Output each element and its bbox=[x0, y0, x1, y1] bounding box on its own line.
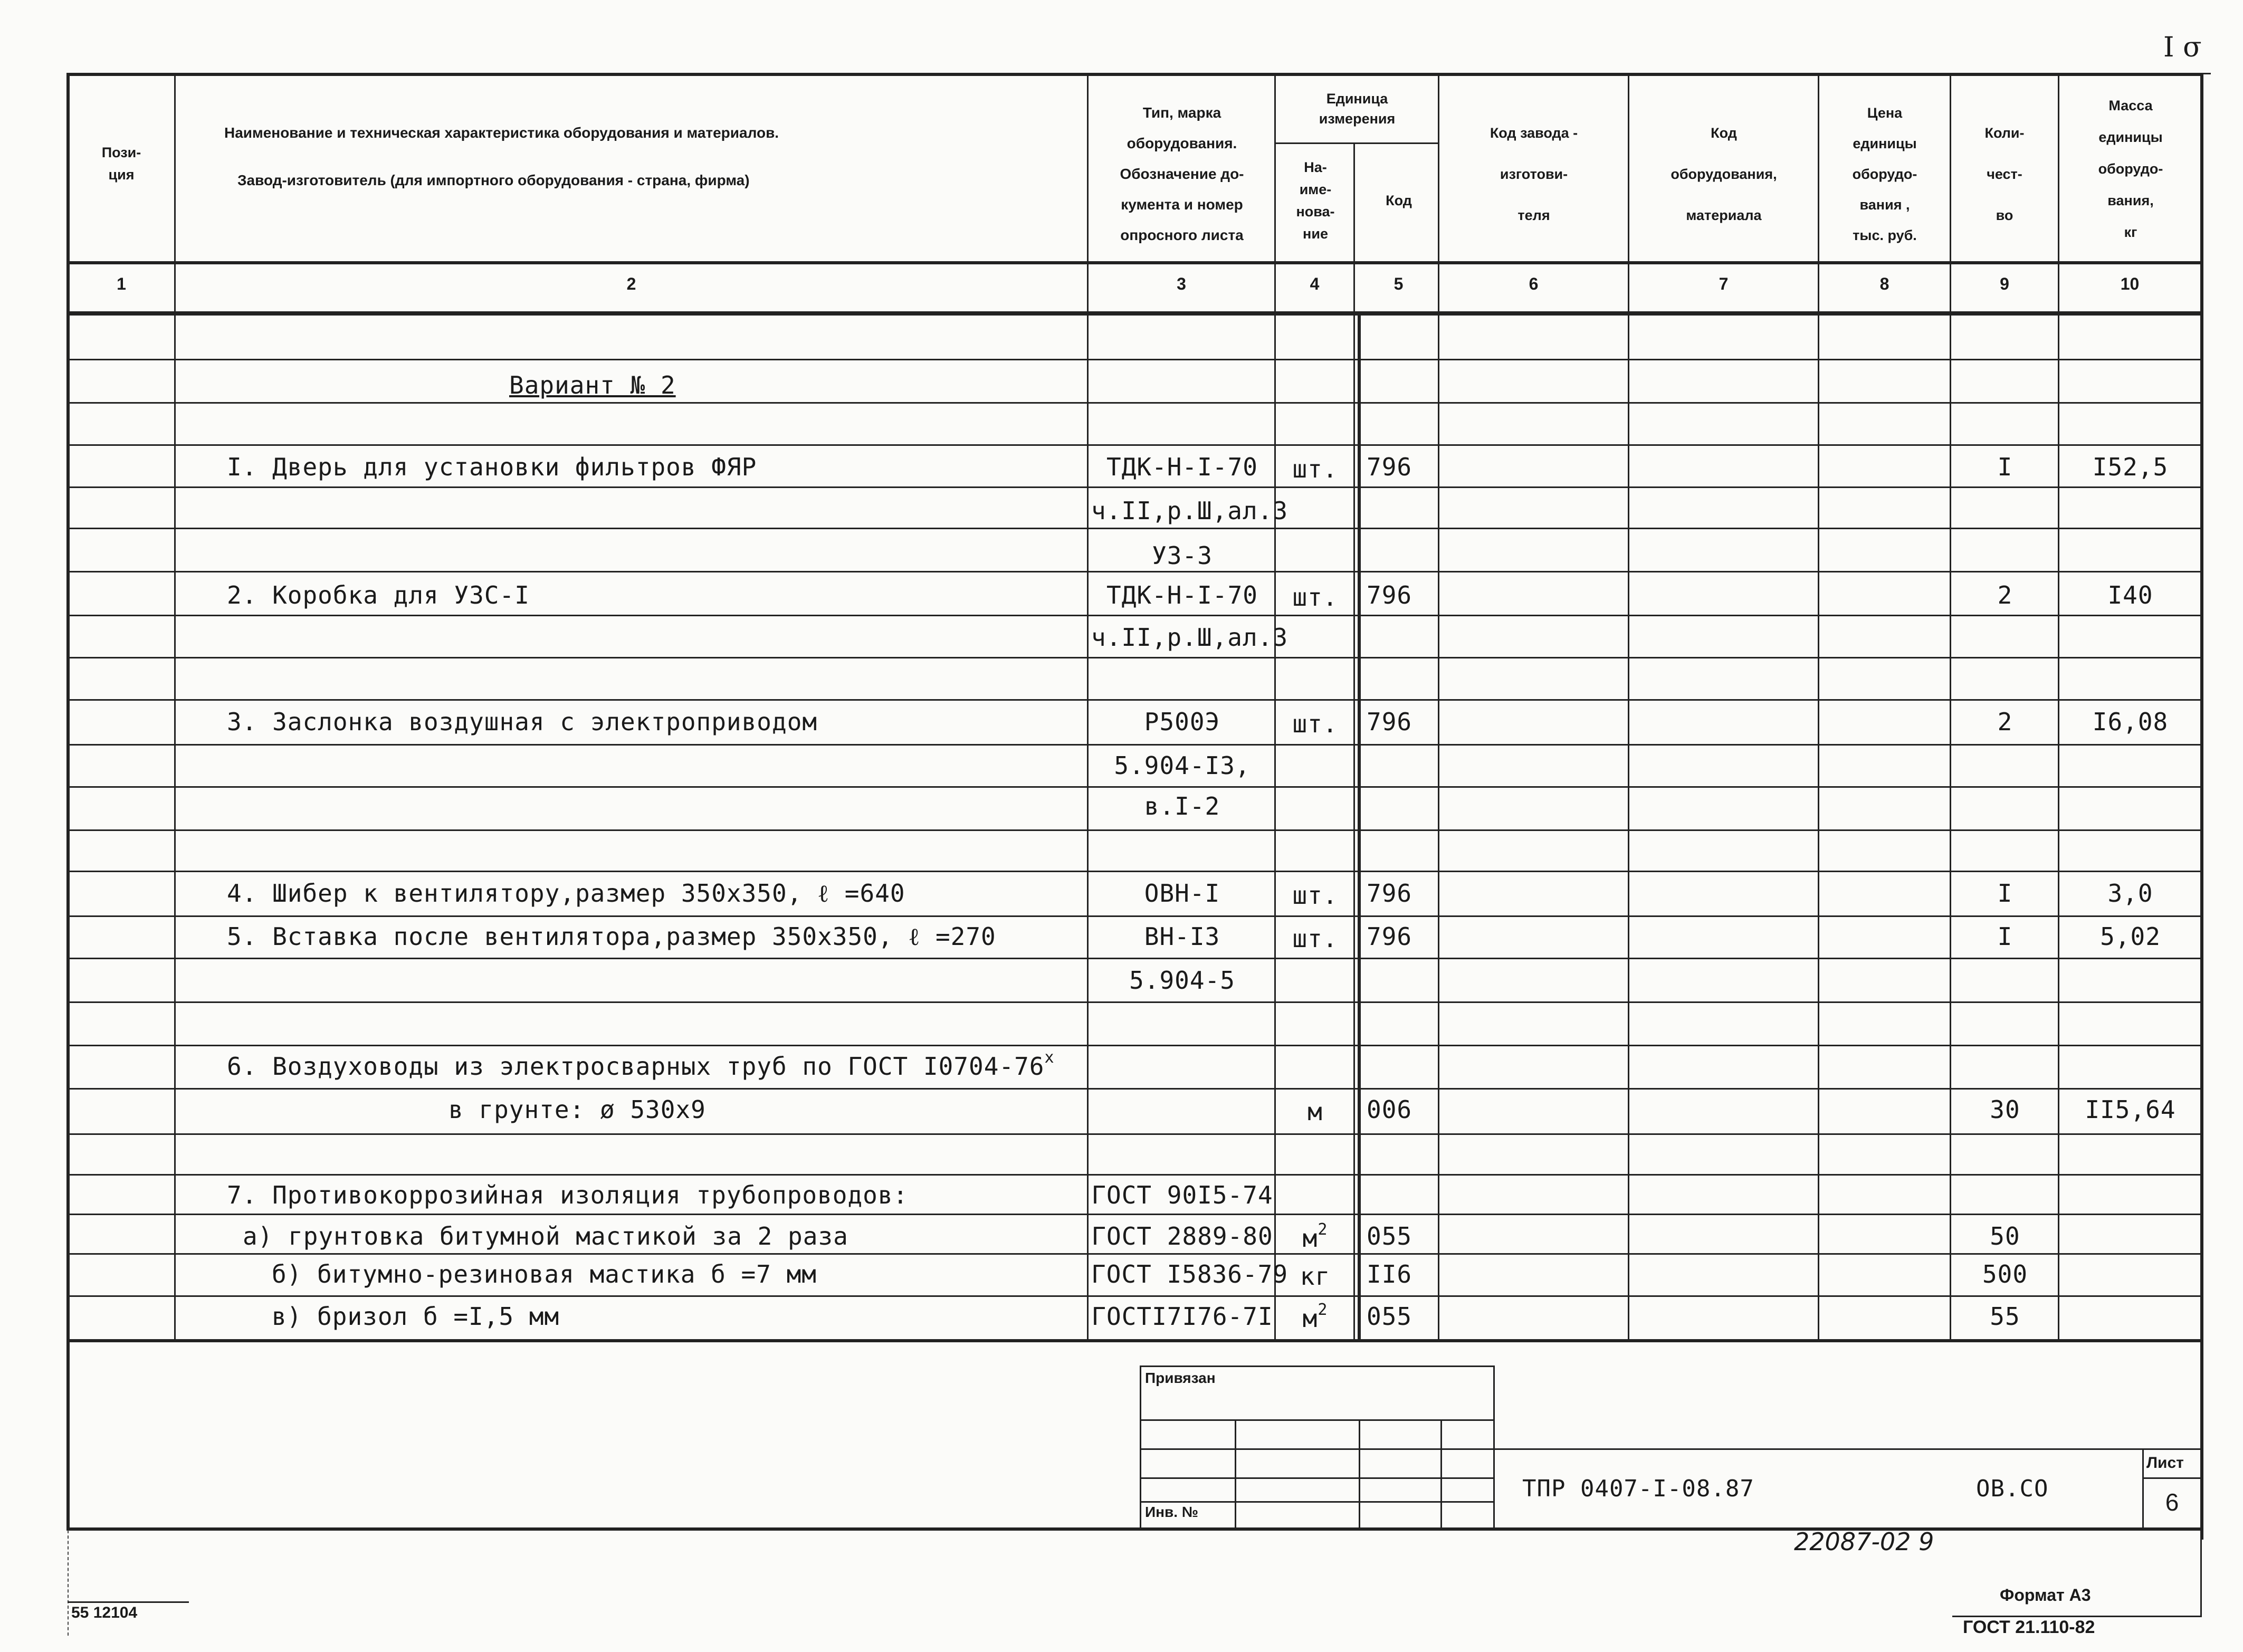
item-unit bbox=[1277, 1097, 1353, 1126]
stamp-inv-no: Инв. № bbox=[1145, 1504, 1199, 1520]
item-quantity bbox=[1952, 710, 2058, 734]
item-name bbox=[227, 583, 530, 607]
item-type bbox=[1091, 583, 1273, 607]
item-unit-text: шт. bbox=[1292, 924, 1338, 953]
header-unit-name: На- име- нова- ние bbox=[1296, 159, 1335, 242]
header-quantity: Коли- чест- во bbox=[1984, 125, 2025, 223]
header-type: Тип, марка оборудования. Обозначение до- кумента и номер опросного листа bbox=[1120, 104, 1244, 243]
col-number: 6 bbox=[1529, 274, 1539, 293]
item-type bbox=[1091, 455, 1273, 479]
handwritten-number: 22087-02 9 bbox=[1794, 1527, 1934, 1556]
item-type bbox=[1091, 710, 1273, 734]
item-quantity-text: I bbox=[1997, 879, 2013, 908]
header-price: Цена единицы оборудо- вания , тыс. руб. bbox=[1852, 105, 1917, 243]
sheet-number: 6 bbox=[2165, 1488, 2180, 1516]
item-unit bbox=[1277, 1301, 1353, 1333]
row-line bbox=[66, 829, 2203, 831]
header-equipment-code: Код оборудования, материала bbox=[1671, 125, 1777, 223]
item-type bbox=[1091, 794, 1273, 818]
item-name-superscript: х bbox=[1044, 1048, 1055, 1067]
item-unit bbox=[1277, 883, 1353, 908]
item-unit-code-text: 796 bbox=[1367, 453, 1412, 481]
item-type bbox=[1091, 1224, 1273, 1248]
item-type bbox=[1091, 1260, 1288, 1288]
item-unit bbox=[1277, 1262, 1353, 1291]
item-quantity bbox=[1952, 879, 2058, 908]
item-name-text: 2. Коробка для УЗС-I bbox=[227, 581, 530, 609]
item-unit bbox=[1277, 457, 1353, 481]
item-name-text: 3. Заслонка воздушная с электроприводом bbox=[227, 708, 818, 736]
stamp-privyazan: Привязан bbox=[1145, 1370, 1216, 1386]
item-mass-text: II5,64 bbox=[2085, 1095, 2176, 1124]
row-line bbox=[66, 359, 2203, 360]
row-line bbox=[66, 571, 2203, 572]
gost-label: ГОСТ 21.110-82 bbox=[1963, 1617, 2095, 1637]
item-mass-text: I40 bbox=[2107, 581, 2153, 609]
item-type bbox=[1091, 879, 1273, 908]
item-unit-code bbox=[1367, 879, 1412, 908]
row-line bbox=[66, 1295, 2203, 1297]
item-name-text: в грунте: ø 530х9 bbox=[448, 1095, 706, 1124]
item-unit-code-text: 055 bbox=[1367, 1222, 1412, 1250]
item-type-text: ГОСТI7I76-7I bbox=[1091, 1302, 1273, 1331]
item-unit-code-text: 796 bbox=[1367, 581, 1412, 609]
item-type-text: ВН-I3 bbox=[1144, 922, 1220, 951]
row-line bbox=[66, 1174, 2203, 1176]
item-name bbox=[272, 1262, 817, 1286]
item-mass-text: I6,08 bbox=[2092, 708, 2169, 736]
header-unit-group: Единица измерения bbox=[1319, 91, 1396, 127]
row-line bbox=[66, 958, 2203, 959]
item-name-text: 4. Шибер к вентилятору,размер 350х350, ℓ =640 bbox=[227, 879, 905, 908]
left-cut-line bbox=[68, 1530, 69, 1636]
item-unit-superscript: 2 bbox=[1318, 1301, 1328, 1319]
item-name bbox=[227, 710, 817, 734]
item-type-text: 5.904-I3, bbox=[1114, 751, 1251, 780]
item-quantity bbox=[1952, 583, 2058, 607]
item-name bbox=[227, 1183, 908, 1207]
col-number: 3 bbox=[1177, 274, 1186, 293]
item-mass bbox=[2060, 1097, 2200, 1122]
left-code: 55 12104 bbox=[71, 1604, 138, 1621]
item-unit-code-text: 006 bbox=[1367, 1095, 1412, 1124]
row-line bbox=[66, 1045, 2203, 1046]
row-line bbox=[66, 786, 2203, 788]
item-name-text: б) битумно-резиновая мастика б =7 мм bbox=[272, 1260, 817, 1288]
row-line bbox=[66, 871, 2203, 872]
item-unit-code-text: 055 bbox=[1367, 1302, 1412, 1331]
format-label: Формат А3 bbox=[2000, 1586, 2091, 1605]
item-unit-code-text: 796 bbox=[1367, 879, 1412, 908]
item-type bbox=[1091, 924, 1273, 949]
row-line bbox=[66, 699, 2203, 701]
header-unit-code: Код bbox=[1386, 193, 1412, 208]
item-type-text: ГОСТ I5836-79 bbox=[1091, 1260, 1288, 1288]
item-unit-text: шт. bbox=[1292, 455, 1338, 483]
item-quantity bbox=[1952, 1304, 2058, 1329]
item-type-text: ОВН-I bbox=[1144, 879, 1220, 908]
item-unit-text: м bbox=[1307, 1097, 1323, 1126]
row-line bbox=[66, 486, 2203, 488]
item-unit-code-text: II6 bbox=[1367, 1260, 1412, 1288]
item-unit-code bbox=[1367, 1097, 1412, 1122]
item-type bbox=[1091, 543, 1273, 568]
row-line bbox=[66, 1001, 2203, 1003]
row-line bbox=[66, 314, 2203, 316]
item-unit-code bbox=[1367, 710, 1412, 734]
item-quantity-text: 2 bbox=[1997, 581, 2013, 609]
col-number: 8 bbox=[1879, 274, 1889, 293]
item-quantity-text: I bbox=[1997, 453, 2013, 481]
header-factory-code: Код завода - изготови- теля bbox=[1490, 125, 1578, 223]
item-quantity bbox=[1952, 1262, 2058, 1286]
row-line bbox=[66, 1133, 2203, 1135]
item-unit-code-text: 796 bbox=[1367, 922, 1412, 951]
item-name-text: I. Дверь для установки фильтров ФЯР bbox=[227, 453, 757, 481]
col-number: 2 bbox=[626, 274, 636, 293]
col-number: 9 bbox=[2000, 274, 2009, 293]
item-unit-code bbox=[1367, 924, 1412, 949]
item-quantity-text: 500 bbox=[1982, 1260, 2028, 1288]
item-type bbox=[1091, 1183, 1273, 1207]
item-type bbox=[1091, 623, 1288, 652]
item-unit-code-text: 796 bbox=[1367, 708, 1412, 736]
item-unit-text: м bbox=[1302, 1304, 1318, 1333]
row-line bbox=[66, 1253, 2203, 1255]
item-mass bbox=[2060, 710, 2200, 734]
header-position: Пози- ция bbox=[101, 145, 141, 183]
item-unit-text: шт. bbox=[1292, 881, 1338, 910]
item-unit bbox=[1277, 924, 1353, 953]
header-name-line2: Завод-изготовитель (для импортного оборудования - страна, фирма) bbox=[237, 172, 750, 188]
item-unit-superscript: 2 bbox=[1318, 1220, 1328, 1239]
item-unit-code bbox=[1367, 455, 1412, 479]
item-type bbox=[1091, 753, 1273, 778]
item-mass bbox=[2060, 455, 2200, 479]
header-name-line1: Наименование и техническая характеристика оборудования и материалов. bbox=[224, 125, 779, 141]
item-name bbox=[227, 924, 996, 949]
item-mass-text: 3,0 bbox=[2107, 879, 2153, 908]
variant-title: Вариант № 2 bbox=[509, 371, 676, 399]
col-number: 10 bbox=[2120, 274, 2140, 293]
item-type-text: в.I-2 bbox=[1144, 792, 1220, 820]
col-number: 7 bbox=[1719, 274, 1729, 293]
item-type-text: ТДК-Н-I-70 bbox=[1106, 453, 1258, 481]
item-type bbox=[1091, 496, 1288, 525]
item-quantity bbox=[1952, 1224, 2058, 1248]
item-type-text: 5.904-5 bbox=[1129, 966, 1235, 995]
item-mass-text: I52,5 bbox=[2092, 453, 2169, 481]
item-quantity-text: 30 bbox=[1990, 1095, 2020, 1124]
item-unit-code bbox=[1367, 1304, 1412, 1329]
col-number: 5 bbox=[1393, 274, 1404, 293]
item-type bbox=[1091, 1304, 1273, 1329]
item-name-text: 5. Вставка после вентилятора,размер 350х350, ℓ =270 bbox=[227, 922, 996, 951]
item-unit bbox=[1277, 1220, 1353, 1253]
item-name bbox=[448, 1097, 706, 1122]
item-mass bbox=[2060, 924, 2200, 949]
header-mass: Масса единицы оборудо- вания, кг bbox=[2098, 98, 2163, 240]
item-quantity bbox=[1952, 455, 2058, 479]
row-line bbox=[66, 1088, 2203, 1090]
item-unit-text: кг bbox=[1300, 1262, 1331, 1291]
item-quantity-text: 55 bbox=[1990, 1302, 2020, 1331]
item-quantity bbox=[1952, 1097, 2058, 1122]
item-unit-code bbox=[1367, 1262, 1412, 1286]
item-name bbox=[227, 1048, 1055, 1081]
item-type-text: ГОСТ 2889-80 bbox=[1091, 1222, 1273, 1250]
item-unit bbox=[1277, 712, 1353, 736]
item-name-text: 6. Воздуховоды из электросварных труб по ГОСТ I0704-76 bbox=[227, 1052, 1045, 1081]
col-number: 4 bbox=[1310, 274, 1320, 293]
row-line bbox=[66, 402, 2203, 404]
row-line bbox=[66, 744, 2203, 746]
row-line bbox=[66, 1214, 2203, 1215]
row-line bbox=[66, 915, 2203, 917]
item-unit-text: шт. bbox=[1292, 583, 1338, 612]
item-unit-text: м bbox=[1302, 1224, 1318, 1253]
item-name bbox=[272, 1304, 559, 1329]
row-line bbox=[66, 444, 2203, 446]
doc-code: ТПР 0407-I-08.87 bbox=[1522, 1475, 1754, 1502]
item-mass-text: 5,02 bbox=[2100, 922, 2161, 951]
row-line bbox=[66, 528, 2203, 529]
row-line bbox=[66, 615, 2203, 616]
sheet-label: Лист bbox=[2146, 1454, 2184, 1472]
item-name-text: 7. Противокоррозийная изоляция трубопроводов: bbox=[227, 1181, 909, 1209]
item-type-text: Р500Э bbox=[1144, 708, 1220, 736]
item-name-text: а) грунтовка битумной мастикой за 2 раза bbox=[243, 1222, 848, 1250]
item-type bbox=[1091, 966, 1273, 995]
item-mass bbox=[2060, 879, 2200, 908]
item-type-text: У3-3 bbox=[1152, 541, 1213, 570]
item-unit bbox=[1277, 583, 1353, 612]
item-type-text: ГОСТ 90I5-74 bbox=[1091, 1181, 1273, 1209]
item-unit-text: шт. bbox=[1292, 710, 1338, 738]
item-name-text: в) бризол б =I,5 мм bbox=[272, 1302, 560, 1331]
col-number: 1 bbox=[117, 274, 126, 293]
item-unit-code bbox=[1367, 583, 1412, 607]
doc-mark: ОВ.СО bbox=[1976, 1475, 2049, 1502]
row-line bbox=[66, 657, 2203, 658]
item-quantity-text: I bbox=[1997, 922, 2013, 951]
item-type-text: ТДК-Н-I-70 bbox=[1106, 581, 1258, 609]
item-name bbox=[227, 455, 757, 479]
item-type-text: ч.II,р.Ш,ал.3 bbox=[1091, 623, 1288, 652]
item-name bbox=[243, 1224, 848, 1248]
item-name bbox=[227, 879, 905, 908]
item-quantity-text: 2 bbox=[1997, 708, 2013, 736]
item-unit-code bbox=[1367, 1224, 1412, 1248]
item-mass bbox=[2060, 583, 2200, 607]
corner-mark: I σ bbox=[2163, 32, 2202, 63]
item-type-text: ч.II,р.Ш,ал.3 bbox=[1091, 496, 1288, 525]
item-quantity bbox=[1952, 924, 2058, 949]
left-code-underline bbox=[68, 1601, 189, 1603]
item-quantity-text: 50 bbox=[1990, 1222, 2020, 1250]
